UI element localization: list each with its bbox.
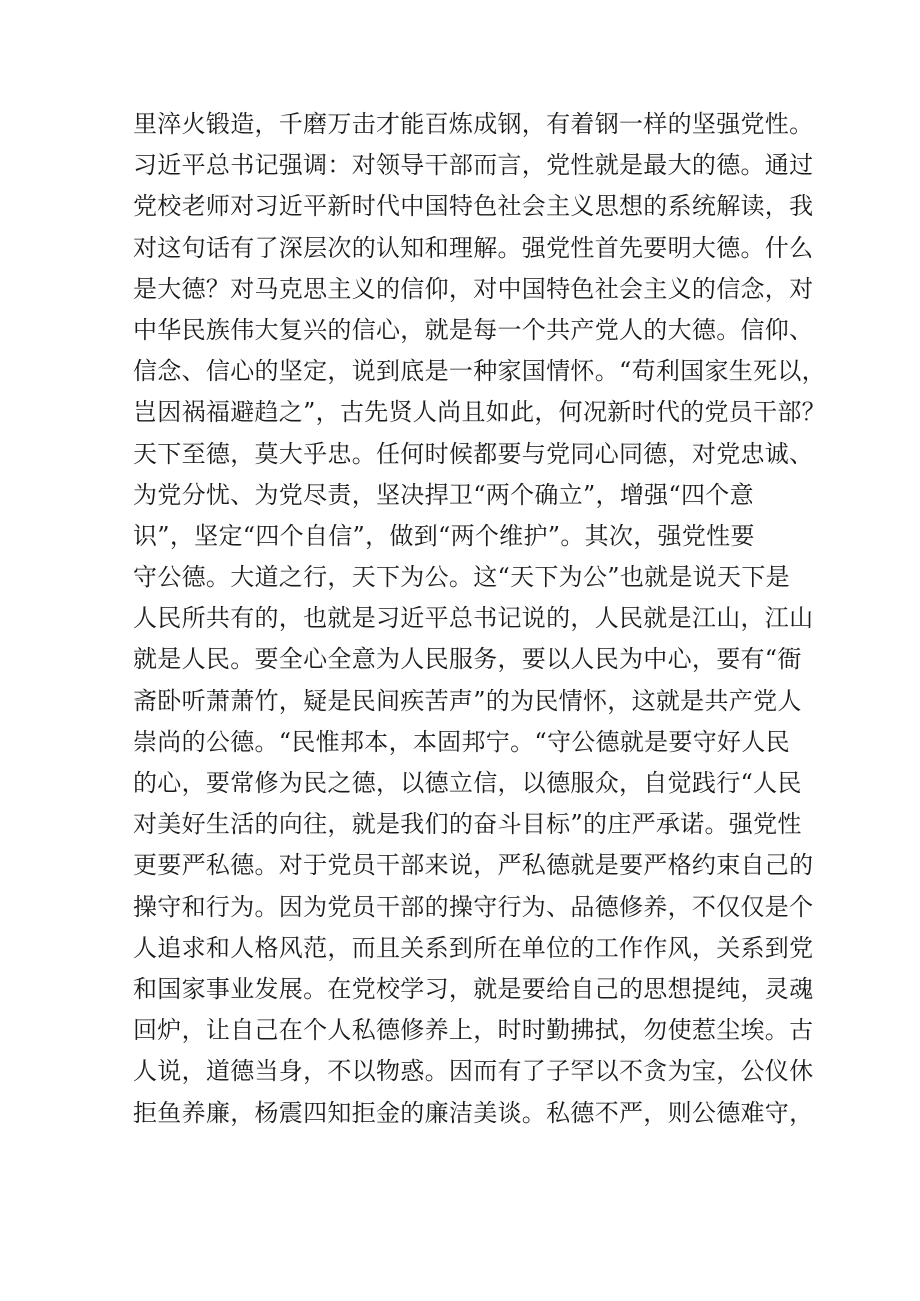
text-line: 就是人民。要全心全意为人民服务，要以人民为中心，要有“衙	[133, 645, 802, 674]
text-line: 天下至德，莫大乎忠。任何时候都要与党同心同德，对党忠诚、	[133, 439, 814, 468]
text-line: 和国家事业发展。在党校学习，就是要给自己的思想提纯，灵魂	[133, 974, 814, 1003]
text-line: 党校老师对习近平新时代中国特色社会主义思想的系统解读，我	[133, 192, 814, 221]
text-line: 的心，要常修为民之德，以德立信，以德服众，自觉践行“人民	[133, 769, 802, 797]
text-line: 人追求和人格风范，而且关系到所在单位的工作作风，关系到党	[133, 933, 814, 962]
text-line: 守公德。大道之行，天下为公。这“天下为公”也就是说天下是	[133, 563, 790, 592]
text-line: 岂因祸福避趋之”，古先贤人尚且如此，何况新时代的党员干部？	[133, 398, 826, 427]
text-line: 对这句话有了深层次的认知和理解。强党性首先要明大德。什么	[133, 233, 814, 262]
text-line: 中华民族伟大复兴的信心，就是每一个共产党人的大德。信仰、	[133, 315, 814, 344]
text-line: 更要严私德。对于党员干部来说，严私德就是要严格约束自己的	[133, 851, 814, 880]
body-text	[133, 104, 826, 1134]
text-line: 识”，坚定“四个自信”，做到“两个维护”。其次，强党性要	[133, 521, 755, 550]
text-line: 操守和行为。因为党员干部的操守行为、品德修养，不仅仅是个	[133, 892, 814, 921]
text-line: 是大德？对马克思主义的信仰，对中国特色社会主义的信念，对	[133, 274, 814, 303]
text-line: 习近平总书记强调：对领导干部而言，党性就是最大的德。通过	[133, 151, 814, 180]
text-line: 信念、信心的坚定，说到底是一种家国情怀。“苟利国家生死以，	[133, 357, 826, 386]
text-line: 崇尚的公德。“民惟邦本，本固邦宁。“守公德就是要守好人民	[133, 727, 790, 756]
text-line: 对美好生活的向往，就是我们的奋斗目标”的庄严承诺。强党性	[133, 810, 802, 839]
text-line: 回炉，让自己在个人私德修养上，时时勤拂拭，勿使惹尘埃。古	[133, 1016, 814, 1045]
text-line: 人民所共有的，也就是习近平总书记说的，人民就是江山，江山	[133, 604, 814, 633]
text-line: 里淬火锻造，千磨万击才能百炼成钢，有着钢一样的坚强党性。	[133, 110, 814, 138]
text-line: 斋卧听萧萧竹，疑是民间疾苦声”的为民情怀，这就是共产党人	[133, 686, 802, 715]
text-line: 人说，道德当身，不以物惑。因而有了子罕以不贪为宝，公仪休	[133, 1057, 814, 1086]
text-line: 拒鱼养廉，杨震四知拒金的廉洁美谈。私德不严，则公德难守，	[133, 1098, 814, 1127]
text-line: 为党分忧、为党尽责，坚决捍卫“两个确立”，增强“四个意	[133, 480, 754, 509]
